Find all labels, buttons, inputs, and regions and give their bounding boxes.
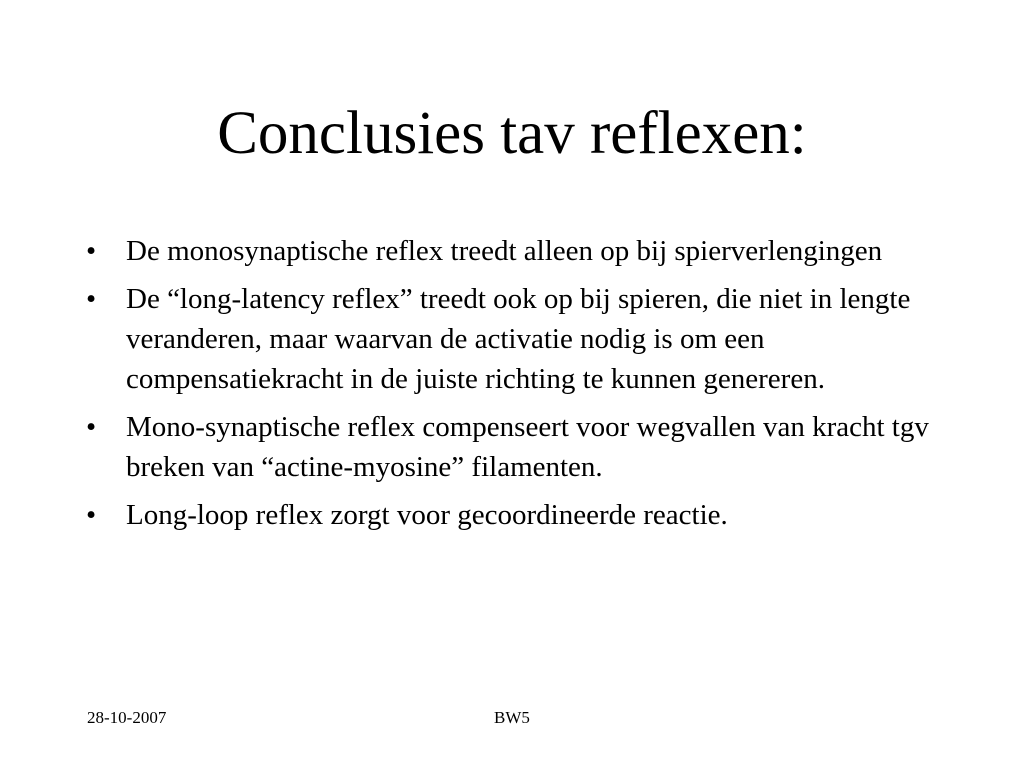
bullet-list bbox=[86, 231, 946, 543]
bullet-text: Mono-synaptische reflex compenseert voor wegvallen van kracht tgv breken van “actine-myosine” filamenten. bbox=[126, 411, 929, 483]
footer-date: 28-10-2007 bbox=[87, 708, 167, 727]
bullet-marker: • bbox=[86, 499, 97, 531]
bullet-item bbox=[86, 495, 946, 535]
bullet-text: Long-loop reflex zorgt voor gecoordineerde reactie. bbox=[126, 499, 728, 531]
bullet-text: De “long-latency reflex” treedt ook op bij spieren, die niet in lengte veranderen, maar waarvan de activatie nodig is om een compensatiekracht in de juiste richting te kunnen genereren. bbox=[126, 283, 911, 395]
bullet-item bbox=[86, 279, 946, 399]
bullet-item bbox=[86, 407, 946, 487]
footer-label: BW5 bbox=[494, 708, 530, 727]
bullet-marker: • bbox=[86, 283, 97, 315]
slide-title: Conclusies tav reflexen: bbox=[217, 100, 807, 167]
bullet-marker: • bbox=[86, 411, 97, 443]
bullet-item bbox=[86, 231, 946, 271]
bullet-marker: • bbox=[86, 235, 97, 267]
bullet-text: De monosynaptische reflex treedt alleen op bij spierverlengingen bbox=[126, 235, 883, 267]
